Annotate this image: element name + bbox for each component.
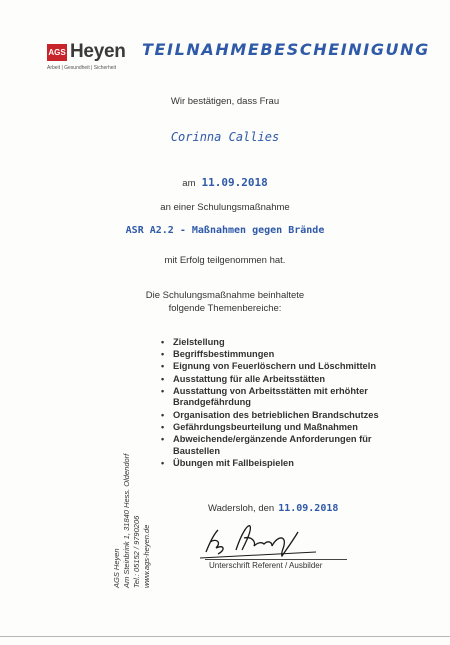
bullet-icon: • xyxy=(161,349,165,360)
signature-label: Unterschrift Referent / Ausbilder xyxy=(209,561,323,570)
contents-line-2: folgende Themenbereiche: xyxy=(168,303,282,314)
list-item: • Übungen mit Fallbeispielen xyxy=(161,457,294,468)
address-line: www.ags-heyen.de xyxy=(142,524,151,588)
signature-line xyxy=(205,559,347,560)
bottom-rule xyxy=(0,636,450,637)
list-item: • Zielstellung xyxy=(161,337,225,347)
list-item: • Abweichende/ergänzende Anforderungen für Baustellen xyxy=(161,433,372,456)
address-line: Am Steinbrink 1, 31840 Hess. Oldendorf xyxy=(122,453,131,588)
list-item: • Ausstattung von Arbeitsstätten mit erhöhter Brandgefährdung xyxy=(161,385,368,408)
contents-line-1: Die Schulungsmaßnahme beinhaltete xyxy=(145,290,305,301)
participant-name: Corinna Callies xyxy=(170,130,280,144)
list-item: • Eignung von Feuerlöschern und Löschmitteln xyxy=(161,361,376,372)
bullet-icon: • xyxy=(161,373,165,384)
intro-text: Wir bestätigen, dass Frau xyxy=(170,96,280,107)
course-title: ASR A2.2 - Maßnahmen gegen Brände xyxy=(125,225,325,236)
address-line: AGS Heyen xyxy=(112,548,121,588)
list-item: • Begriffsbestimmungen xyxy=(161,349,275,360)
training-line: an einer Schulungsmaßnahme xyxy=(160,202,290,213)
bullet-icon: • xyxy=(161,337,165,347)
logo-tagline: Arbeit | Gesundheit | Sicherheit xyxy=(47,65,117,71)
bullet-icon: • xyxy=(161,385,165,396)
document-title: TEILNAHMEBESCHEINIGUNG xyxy=(142,40,430,59)
handwritten-signature xyxy=(196,512,326,560)
place-prefix: Wadersloh, den xyxy=(208,503,275,514)
list-item: • Ausstattung für alle Arbeitsstätten xyxy=(161,373,326,384)
success-line: mit Erfolg teilgenommen hat. xyxy=(164,255,286,266)
list-item: • Organisation des betrieblichen Brandschutzes xyxy=(161,409,379,420)
bullet-icon: • xyxy=(161,433,165,444)
company-address xyxy=(112,454,152,588)
bullet-icon: • xyxy=(161,457,165,468)
training-date: 11.09.2018 xyxy=(201,176,268,189)
logo-box: AGS xyxy=(47,44,67,61)
date-prefix: am xyxy=(182,178,196,189)
date-line xyxy=(0,176,450,189)
list-item: • Gefährdungsbeurteilung und Maßnahmen xyxy=(161,421,358,432)
address-line: Tel.: 05152 / 9790206 xyxy=(132,515,141,588)
bullet-icon: • xyxy=(161,421,165,432)
bullet-icon: • xyxy=(161,409,165,420)
company-logo xyxy=(47,42,131,76)
bullet-icon: • xyxy=(161,361,165,372)
topics-list xyxy=(161,337,401,470)
logo-name: Heyen xyxy=(70,41,126,62)
place-date: 11.09.2018 xyxy=(278,503,339,514)
